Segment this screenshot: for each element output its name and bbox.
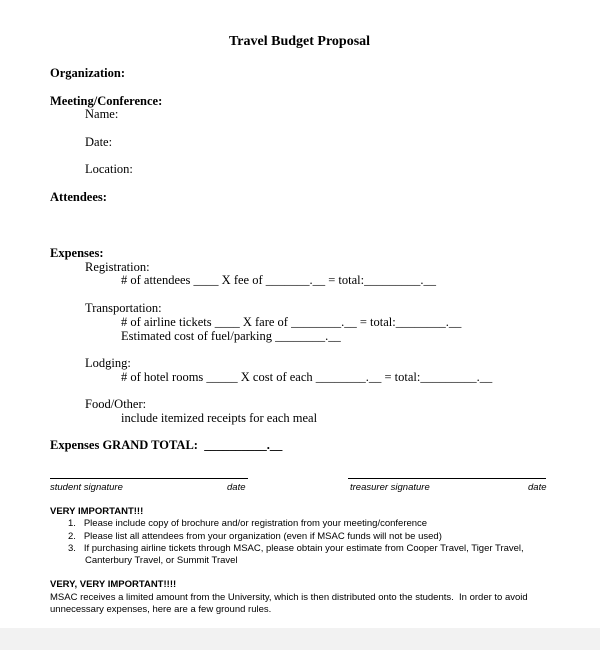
registration-line: # of attendees ____ X fee of _______.__ = total:_________.__ (121, 273, 436, 287)
student-date-label: date (227, 482, 246, 493)
treasurer-signature-rule (348, 478, 546, 479)
very-important-heading: VERY IMPORTANT!!! (50, 506, 144, 517)
very-important-item-1: 1. Please include copy of brochure and/or registration from your meeting/conference (68, 518, 428, 529)
very-very-important-line-2: unnecessary expenses, here are a few ground rules. (50, 604, 272, 615)
attendees-label: Attendees: (50, 190, 107, 204)
very-very-important-heading: VERY, VERY IMPORTANT!!!! (50, 579, 177, 590)
very-important-item-3-continued: Canterbury Travel, or Summit Travel (85, 555, 238, 566)
meeting-label: Meeting/Conference: (50, 94, 163, 108)
expenses-label: Expenses: (50, 246, 104, 260)
food-heading: Food/Other: (85, 397, 147, 411)
transportation-line-fuel: Estimated cost of fuel/parking ________.__ (121, 329, 341, 343)
food-line: include itemized receipts for each meal (121, 411, 318, 425)
location-label: Location: (85, 162, 133, 176)
treasurer-date-label: date (528, 482, 547, 493)
very-important-item-3: 3. If purchasing airline tickets through MSAC, please obtain your estimate from Cooper Travel, Tiger Travel, (68, 543, 524, 554)
date-label: Date: (85, 135, 113, 149)
grand-total-line: Expenses GRAND TOTAL: __________.__ (50, 438, 283, 452)
page-bottom-band (0, 628, 600, 650)
organization-label: Organization: (50, 66, 125, 80)
page-title: Travel Budget Proposal (229, 34, 371, 49)
treasurer-signature-label: treasurer signature (350, 482, 430, 493)
transportation-heading: Transportation: (85, 301, 162, 315)
transportation-line-airfare: # of airline tickets ____ X fare of ________.__ = total:________.__ (121, 315, 462, 329)
lodging-heading: Lodging: (85, 356, 131, 370)
very-very-important-line-1: MSAC receives a limited amount from the University, which is then distributed onto the students. In order to avoid (50, 592, 528, 603)
student-signature-rule (50, 478, 248, 479)
name-label: Name: (85, 107, 119, 121)
student-signature-label: student signature (50, 482, 123, 493)
very-important-item-2: 2. Please list all attendees from your organization (even if MSAC funds will not be used) (68, 531, 442, 542)
lodging-line: # of hotel rooms _____ X cost of each ________.__ = total:_________.__ (121, 370, 493, 384)
registration-heading: Registration: (85, 260, 150, 274)
